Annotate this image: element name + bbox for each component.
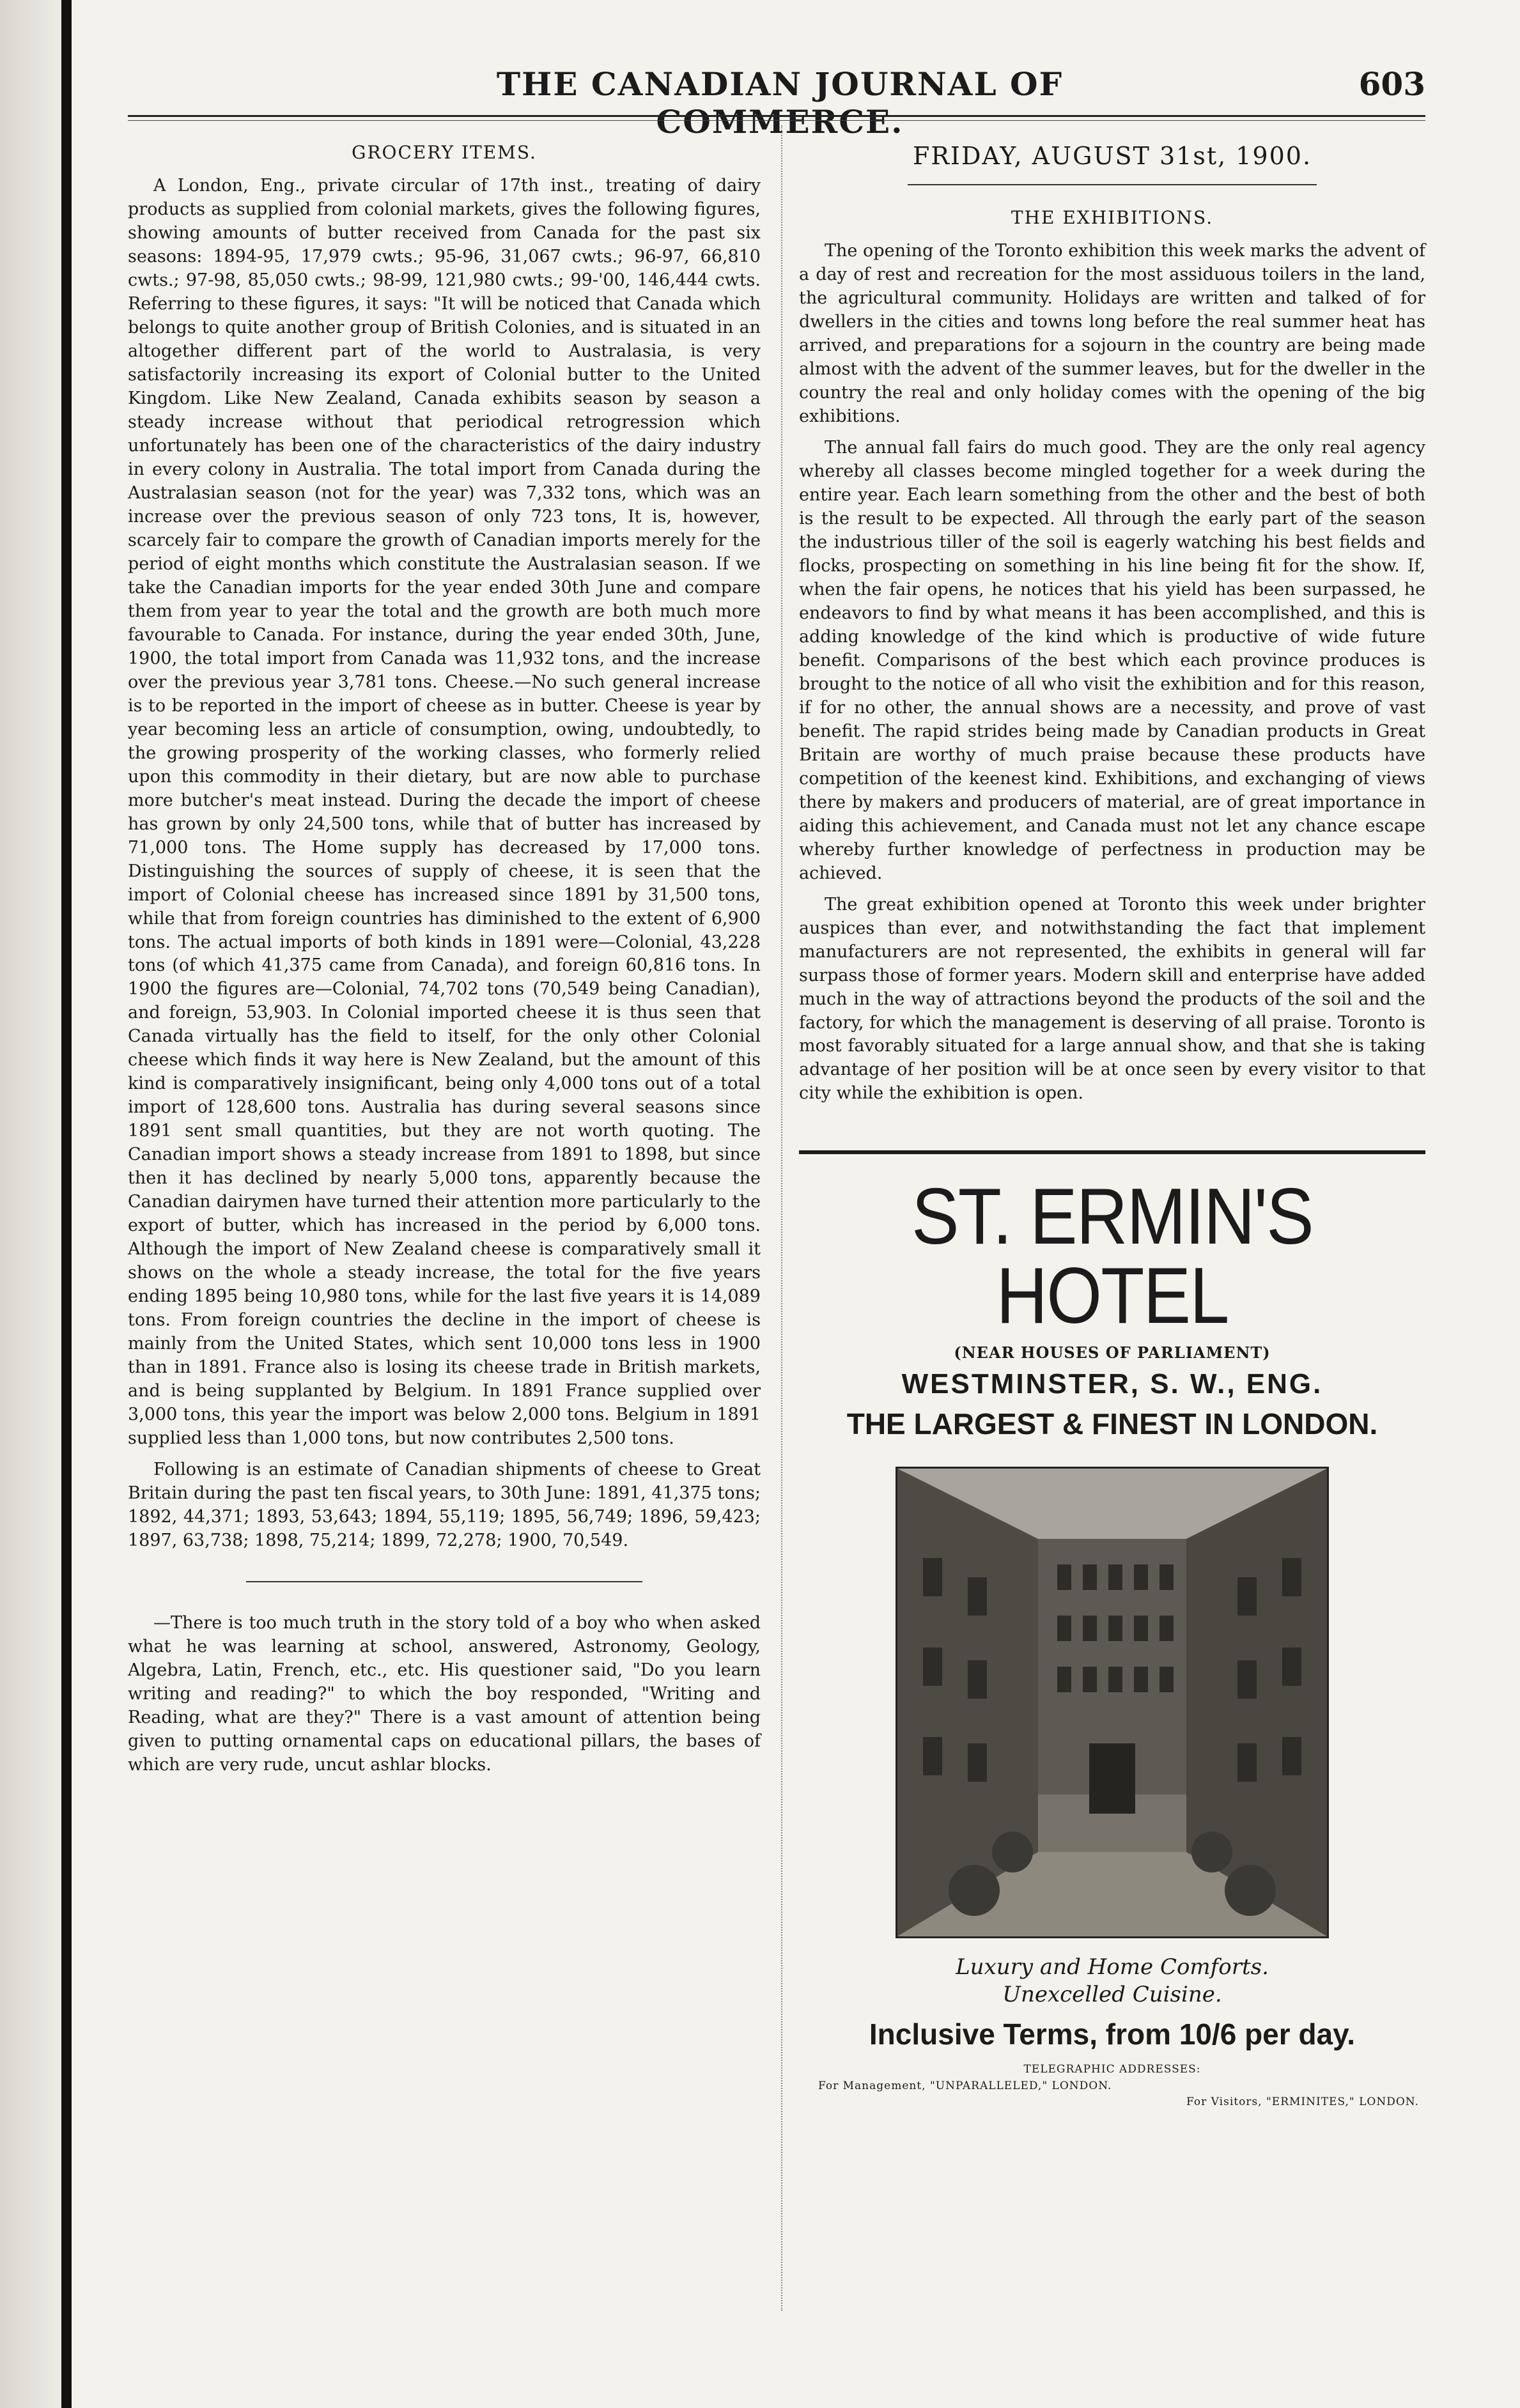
binding-edge [61,0,72,2408]
exhibitions-paragraph-3: The great exhibition opened at Toronto this week under brighter auspices than ever, and notwithstanding the fact that implement manufacturers are not represented, the exhibits in general will far surpass those of former years. Modern skill and enterprise have added much in the way of attractions beyond the products of the soil and the factory, for which the management is deserving of all praise. Toronto is most favorably situated for a large annual show, and that she is taking advantage of her position will be at once seen by every visitor to that city while the exhibition is open. [799,894,1425,1104]
running-head [128,61,1425,141]
hotel-comforts: Luxury and Home Comforts. [956,1954,1269,1980]
page-number: 603 [1358,65,1425,103]
header-rule [128,115,1425,117]
cheese-shipments-paragraph: Following is an estimate of Canadian shipments of cheese to Great Britain during the past ten fiscal years, to 30th June: 1891, 41,375 tons; 1892, 44,371; 1893, 53,643; 1894, 55,119; 1895, 56,749; 1896, 59,423; 1897, 63,738; 1898, 75,214; 1899, 72,278; 1900, 70,549. [128,1460,761,1551]
exhibitions-paragraph-1: The opening of the Toronto exhibition this week marks the advent of a day of rest and recreation for the most assiduous toilers in the land, the agricultural community. Holidays are written and talked of for dwellers in the cities and towns long before the real summer heat has arrived, and preparations for a sojourn in the country are being made almost with the advent of the summer leaves, but for the dweller in the country the real and only holiday comes with the opening of the big exhibitions. [799,241,1425,426]
journal-title: THE CANADIAN JOURNAL OF COMMERCE. [496,65,1064,141]
right-column [799,142,1425,2111]
hotel-address: WESTMINSTER, S. W., ENG. [901,1368,1323,1400]
scan-margin [0,0,61,2408]
dateline: FRIDAY, AUGUST 31st, 1900. [912,142,1312,170]
column-divider [781,125,782,2311]
dateline-rule [908,184,1317,185]
hotel-location-note: (NEAR HOUSES OF PARLIAMENT) [954,1343,1271,1362]
anecdote-paragraph: —There is too much truth in the story told of a boy who when asked what he was learning at school, answered, Astronomy, Geology, Algebra, Latin, French, etc., etc. His questioner said, "Do you learn writing and reading?" to which the boy responded, "Writing and Reading, what are they?" There is a vast amount of attention being given to putting ornamental caps on educational pillars, the bases of which are very rude, uncut ashlar blocks. [128,1613,761,1775]
hotel-cuisine: Unexcelled Cuisine. [1002,1981,1222,2007]
left-column [128,142,761,1785]
grocery-items-heading: GROCERY ITEMS. [352,142,537,163]
exhibitions-paragraph-2: The annual fall fairs do much good. They are the only real agency whereby all classes become mingled together for a week during the entire year. Each learn something from the other and the best of both is the result to be expected. All through the early part of the season the industrious tiller of the soil is eagerly watching his best fields and flocks, prospecting on something in his line being fit for the show. If, when the fair opens, he notices that his yield has been surpassed, he endeavors to find by what means it has been accomplished, and this is adding knowledge of the kind which is productive of wide future benefit. Comparisons of the best which each province produces is brought to the notice of all who visit the exhibition and for this reason, if for no other, the annual shows are a necessity, and prove of vast benefit. The rapid strides being made by Canadian products in Great Britain are worthy of much praise because these products have competition of the keenest kind. Exhibitions, and exchanging of views there by makers and producers of material, are of great importance in aiding this achievement, and Canada must not let any chance escape whereby further knowledge of perfectness in production may be achieved. [799,437,1425,883]
telegraphic-management: For Management, "UNPARALLELED," LONDON. [818,2079,1112,2092]
hotel-tagline: THE LARGEST & FINEST IN LONDON. [846,1407,1378,1441]
hotel-advertisement [799,1150,1425,2111]
exhibitions-heading: THE EXHIBITIONS. [1011,207,1214,228]
courtyard-illustration [897,1469,1327,1936]
hotel-courtyard-engraving [896,1467,1329,1938]
separator-rule [246,1581,642,1582]
grocery-paragraph: A London, Eng., private circular of 17th inst., treating of dairy products as supplied from colonial markets, gives the following figures, showing amounts of butter received from Canada for the past six seasons: 1894-95, 17,979 cwts.; 95-96, 31,067 cwts.; 96-97, 66,810 cwts.; 97-98, 85,050 cwts.; 98-99, 121,980 cwts.; 99-'00, 146,444 cwts. Referring to these figures, it says: "It will be noticed that Canada which belongs to quite another group of British Colonies, and is situated in an altogether different part of the world to Australasia, is very satisfactorily increasing its export of Colonial butter to the United Kingdom. Like New Zealand, Canada exhibits season by season a steady increase without that periodical retrogression which unfortunately has been one of the characteristics of the dairy industry in every colony in Australia. The total import from Canada during the Australasian season (not for the year) was 7,332 tons, which was an increase over the previous season of only 723 tons, It is, however, scarcely fair to compare the growth of Canadian imports merely for the period of eight months which constitute the Australasian season. If we take the Canadian imports for the year ended 30th June and compare them from year to year the total and the growth are both much more favourable to Canada. For instance, during the year ended 30th, June, 1900, the total import from Canada was 11,932 tons, and the increase over the previous year 3,781 tons. Cheese.—No such general increase is to be reported in the import of cheese as in butter. Cheese is year by year becoming less an article of consumption, owing, undoubtedly, to the growing prosperity of the working classes, who formerly relied upon this commodity in their dietary, but are now able to purchase more butcher's meat instead. During the decade the import of cheese has grown by only 24,500 tons, while that of butter has increased by 71,000 tons. The Home supply has decreased by 17,000 tons. Distinguishing the sources of supply of cheese, it is seen that the import of Colonial cheese has increased since 1891 by 31,500 tons, while that from foreign countries has diminished to the extent of 6,900 tons. The actual imports of both kinds in 1891 were—Colonial, 43,228 tons (of which 41,375 came from Canada), and foreign 60,816 tons. In 1900 the figures are—Colonial, 74,702 tons (70,549 being Canadian), and foreign, 53,903. In Colonial imported cheese it is thus seen that Canada virtually has the field to itself, for the only other Colonial cheese which finds it way here is New Zealand, but the amount of this kind is comparatively insignificant, being only 4,000 tons out of a total import of 128,600 tons. Australia has during several seasons since 1891 sent small quantities, but they are not worth quoting. The Canadian import shows a steady increase from 1891 to 1898, but since then it has declined by nearly 5,000 tons, apparently because the Canadian dairymen have turned their attention more particularly to the export of butter, which has increased in the period by 6,000 tons. Although the import of New Zealand cheese is comparatively small it shows on the whole a steady increase, the total for the five years ending 1895 being 10,980 tons, while for the last five years it is 14,089 tons. From foreign countries the decline in the import of cheese is mainly from the United States, which sent 10,000 tons less in 1900 than in 1891. France also is losing its cheese trade in British markets, and is being supplanted by Belgium. In 1891 France supplied over 3,000 tons, this year the import was below 2,000 tons. Belgium in 1891 supplied less than 1,000 tons, but now contributes 2,500 tons. [128,176,761,1449]
header-rule-thin [128,120,1425,121]
hotel-name: ST. ERMIN'S HOTEL [911,1173,1313,1341]
telegraphic-visitors: For Visitors, "ERMINITES," LONDON. [1186,2095,1419,2109]
hotel-terms: Inclusive Terms, from 10/6 per day. [869,2018,1356,2051]
telegraphic-heading: TELEGRAPHIC ADDRESSES: [1023,2063,1201,2076]
